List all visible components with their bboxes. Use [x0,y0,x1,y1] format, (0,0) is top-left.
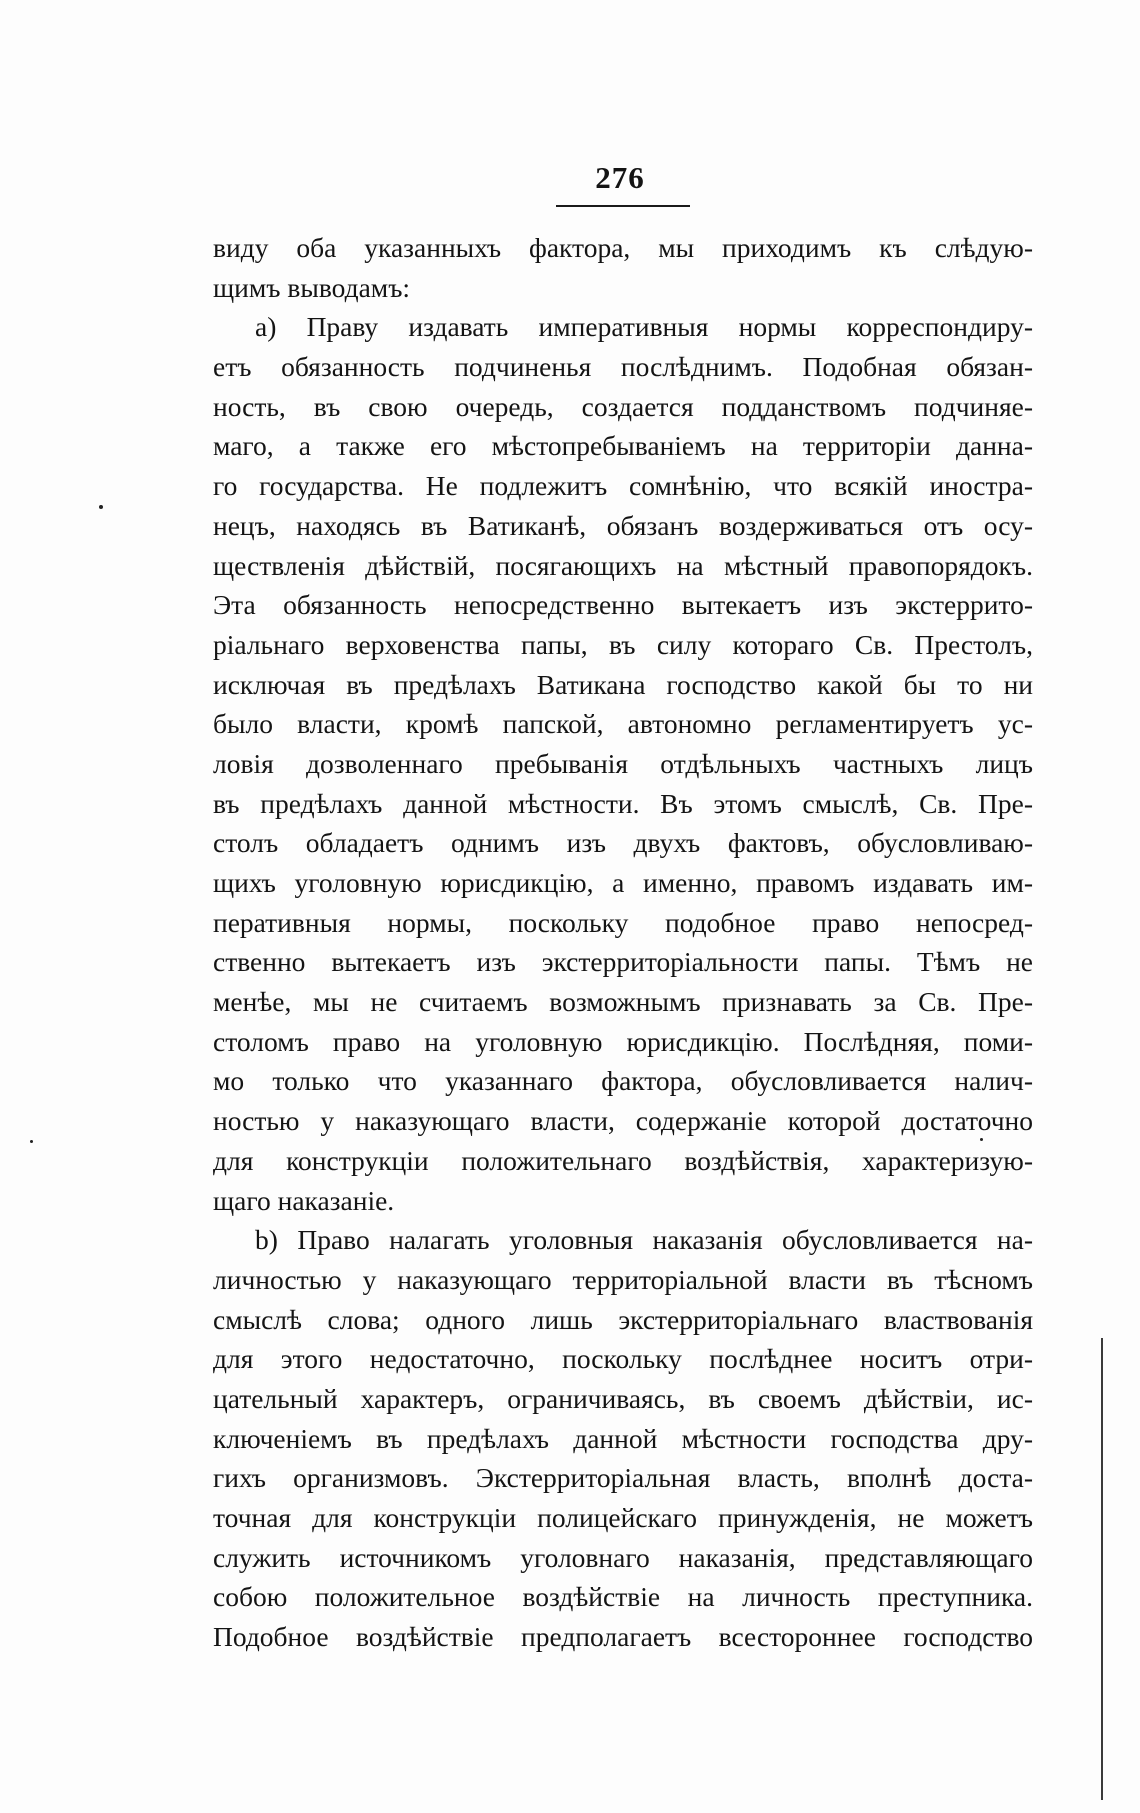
text-line: Эта обязанность непосредственно вытекаетъ изъ экстеррито- [213,589,1033,621]
text-line: личностью у наказующаго территоріальной власти въ тѣсномъ [213,1263,1033,1295]
text-line: столомъ право на уголовную юрисдикцію. Послѣдняя, поми- [213,1025,1033,1057]
scan-speck [99,505,103,509]
text-line: точная для конструкціи полицейскаго принужденія, не можетъ [213,1502,1033,1533]
text-line: щаго наказаніе. [213,1184,395,1216]
scan-speck [30,1140,33,1143]
text-line: исключая въ предѣлахъ Ватикана господство какой бы то ни [213,668,1033,700]
text-line: гихъ организмовъ. Экстерриторіальная власть, вполнѣ доста- [213,1462,1033,1494]
text-line: го государства. Не подлежитъ сомнѣнію, что всякій иностра- [213,470,1033,502]
text-line: для конструкціи положительнаго воздѣйствія, характеризую- [213,1144,1033,1176]
text-line: собою положительное воздѣйствіе на личность преступника. [213,1581,1033,1613]
header-rule [556,205,690,207]
text-line: виду оба указанныхъ фактора, мы приходимъ къ слѣдую- [213,232,1033,263]
text-line: щимъ выводамъ: [213,271,411,303]
text-line: смыслѣ слова; одного лишь экстерриторіальнаго властвованія [213,1303,1033,1335]
text-line: менѣе, мы не считаемъ возможнымъ признавать за Св. Пре- [213,986,1033,1018]
text-line: ственно вытекаетъ изъ экстерриторіальности папы. Тѣмъ не [213,946,1033,978]
text-line: Подобное воздѣйствіе предполагаетъ всестороннее господство [213,1621,1033,1653]
text-line: перативныя нормы, поскольку подобное право непосред- [213,906,1033,938]
text-line: для этого недостаточно, поскольку послѣднее носитъ отри- [213,1343,1033,1375]
body-text [213,228,1033,1657]
scan-edge-line [1101,1338,1103,1800]
text-line: нецъ, находясь въ Ватиканѣ, обязанъ воздерживаться отъ осу- [213,509,1033,541]
text-line: служить источникомъ уголовнаго наказанія, представляющаго [213,1541,1033,1573]
text-line: ключеніемъ въ предѣлахъ данной мѣстности господства дру- [213,1422,1033,1454]
text-line: a) Праву издавать императивныя нормы корреспондиру- [255,311,1033,343]
text-line: етъ обязанность подчиненья послѣднимъ. Подобная обязан- [213,351,1033,383]
text-line: цательный характеръ, ограничиваясь, въ своемъ дѣйствіи, ис- [213,1382,1033,1414]
text-line: маго, а также его мѣстопребываніемъ на территоріи данна- [213,430,1033,462]
text-line: столъ обладаетъ однимъ изъ двухъ фактовъ, обусловливаю- [213,827,1033,859]
text-line: b) Право налагать уголовныя наказанія обусловливается на- [255,1224,1033,1256]
text-line: ріальнаго верховенства папы, въ силу котораго Св. Престолъ, [213,628,1033,660]
text-line: щихъ уголовную юрисдикцію, а именно, правомъ издавать им- [213,867,1033,898]
text-line: ностью у наказующаго власти, содержаніе которой достаточно [213,1105,1033,1137]
text-line: ность, въ свою очередь, создается подданствомъ подчиняе- [213,390,1033,422]
text-line: ществленія дѣйствій, посягающихъ на мѣстный правопорядокъ. [213,549,1033,581]
text-line: въ предѣлахъ данной мѣстности. Въ этомъ смыслѣ, Св. Пре- [213,787,1033,819]
page-number: 276 [595,160,645,195]
text-line: ловія дозволеннаго пребыванія отдѣльныхъ частныхъ лицъ [213,747,1033,779]
text-line: было власти, кромѣ папской, автономно регламентируетъ ус- [213,708,1033,740]
text-line: мо только что указаннаго фактора, обусловливается налич- [213,1065,1033,1097]
scan-speck [980,1138,983,1141]
